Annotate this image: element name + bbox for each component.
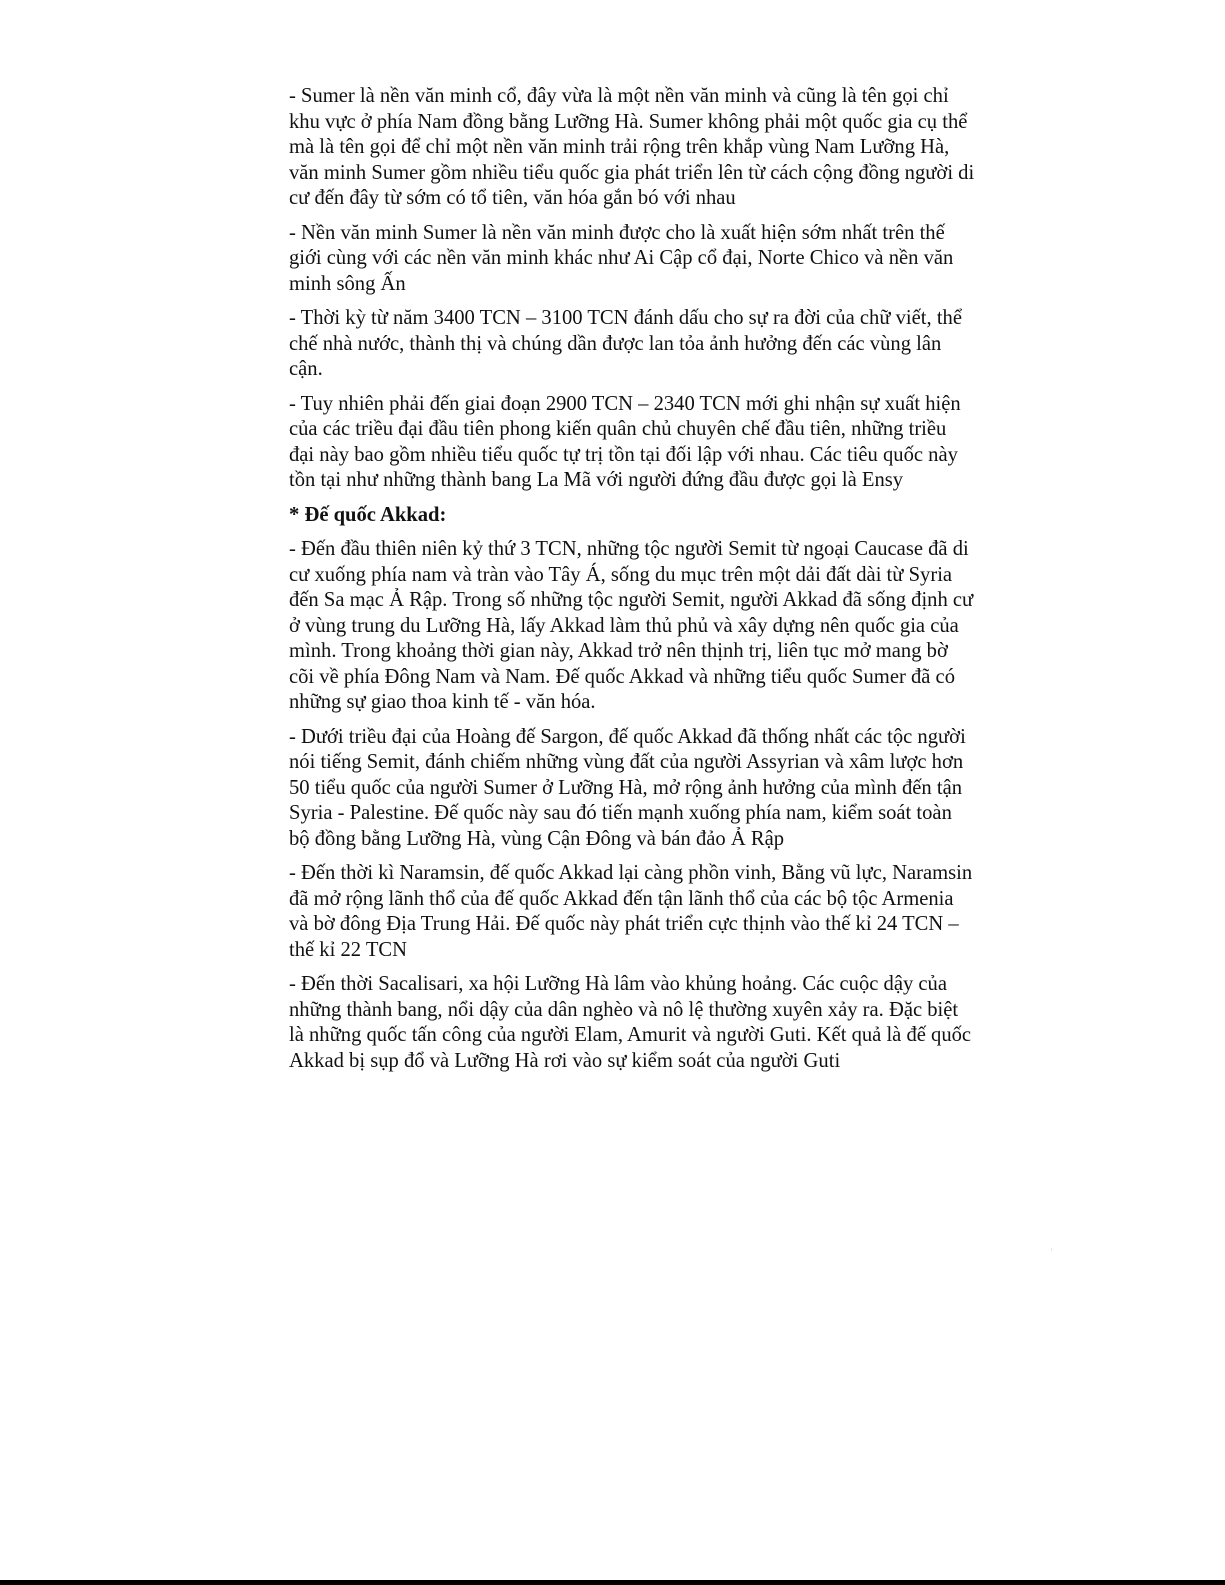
paragraph-akkad-naramsin: - Đến thời kì Naramsin, đế quốc Akkad lại càng phồn vinh, Bằng vũ lực, Naramsin đã mở rộng lãnh thổ của đế quốc Akkad đến tận lãnh thổ của các bộ tộc Armenia và bờ đông Địa Trung Hải. Đế quốc này phát triển cực thịnh vào thế kỉ 24 TCN – thế kỉ 22 TCN <box>289 862 973 961</box>
paragraph-sumer-earliest: - Nền văn minh Sumer là nền văn minh được cho là xuất hiện sớm nhất trên thế giới cùng với các nền văn minh khác như Ai Cập cổ đại, Norte Chico và nền văn minh sông Ấn <box>289 221 954 295</box>
paragraph-akkad-origins: - Đến đầu thiên niên kỷ thứ 3 TCN, những tộc người Semit từ ngoại Caucase đã di cư xuống phía nam và tràn vào Tây Á, sống du mục trên một dải đất dài từ Syria đến Sa mạc Ả Rập. Trong số những tộc người Semit, người Akkad đã sống định cư ở vùng trung du Lưỡng Hà, lấy Akkad làm thủ phủ và xây dựng nên quốc gia của mình. Trong khoảng thời gian này, Akkad trở nên thịnh trị, liên tục mở mang bờ cõi về phía Đông Nam và Nam. Đế quốc Akkad và những tiểu quốc Sumer đã có những sự giao thoa kinh tế - văn hóa. <box>289 538 974 713</box>
paragraph-sumer-writing: - Thời kỳ từ năm 3400 TCN – 3100 TCN đánh dấu cho sự ra đời của chữ viết, thể chế nhà nước, thành thị và chúng dần được lan tỏa ảnh hưởng đến các vùng lân cận. <box>289 307 962 380</box>
scan-speck <box>1051 1248 1052 1251</box>
paragraph-sumer-definition: - Sumer là nền văn minh cổ, đây vừa là một nền văn minh và cũng là tên gọi chỉ khu vực ở phía Nam đồng bằng Lưỡng Hà. Sumer không phải một quốc gia cụ thể mà là tên gọi để chỉ một nền văn minh trải rộng trên khắp vùng Nam Lưỡng Hà, văn minh Sumer gồm nhiều tiểu quốc gia phát triển lên từ cách cộng đồng người di cư đến đây từ sớm có tổ tiên, văn hóa gắn bó với nhau <box>289 85 975 209</box>
page-bottom-border <box>0 1580 1225 1585</box>
paragraph-sumer-dynasties: - Tuy nhiên phải đến giai đoạn 2900 TCN – 2340 TCN mới ghi nhận sự xuất hiện của các triều đại đầu tiên phong kiến quân chủ chuyên chế đầu tiên, những triều đại này bao gồm nhiều tiểu quốc tự trị tồn tại đối lập với nhau. Các tiêu quốc này tồn tại như những thành bang La Mã với người đứng đầu được gọi là Ensy <box>289 392 961 491</box>
paragraph-akkad-collapse: - Đến thời Sacalisari, xa hội Lưỡng Hà lâm vào khủng hoảng. Các cuộc dậy của những thành bang, nổi dậy của dân nghèo và nô lệ thường xuyên xảy ra. Đặc biệt là những quốc tấn công của người Elam, Amurit và người Guti. Kết quả là đế quốc Akkad bị sụp đổ và Lưỡng Hà rơi vào sự kiểm soát của người Guti <box>289 973 972 1072</box>
paragraph-akkad-sargon: - Dưới triều đại của Hoàng đế Sargon, đế quốc Akkad đã thống nhất các tộc người nói tiếng Semit, đánh chiếm những vùng đất của người Assyrian và xâm lược hơn 50 tiểu quốc của người Sumer ở Lưỡng Hà, mở rộng ảnh hưởng của mình đến tận Syria - Palestine. Đế quốc này sau đó tiến mạnh xuống phía nam, kiểm soát toàn bộ đồng bằng Lưỡng Hà, vùng Cận Đông và bán đảo Ả Rập <box>289 725 966 850</box>
document-page <box>289 84 975 1083</box>
section-heading-akkad: * Đế quốc Akkad: <box>289 503 447 526</box>
